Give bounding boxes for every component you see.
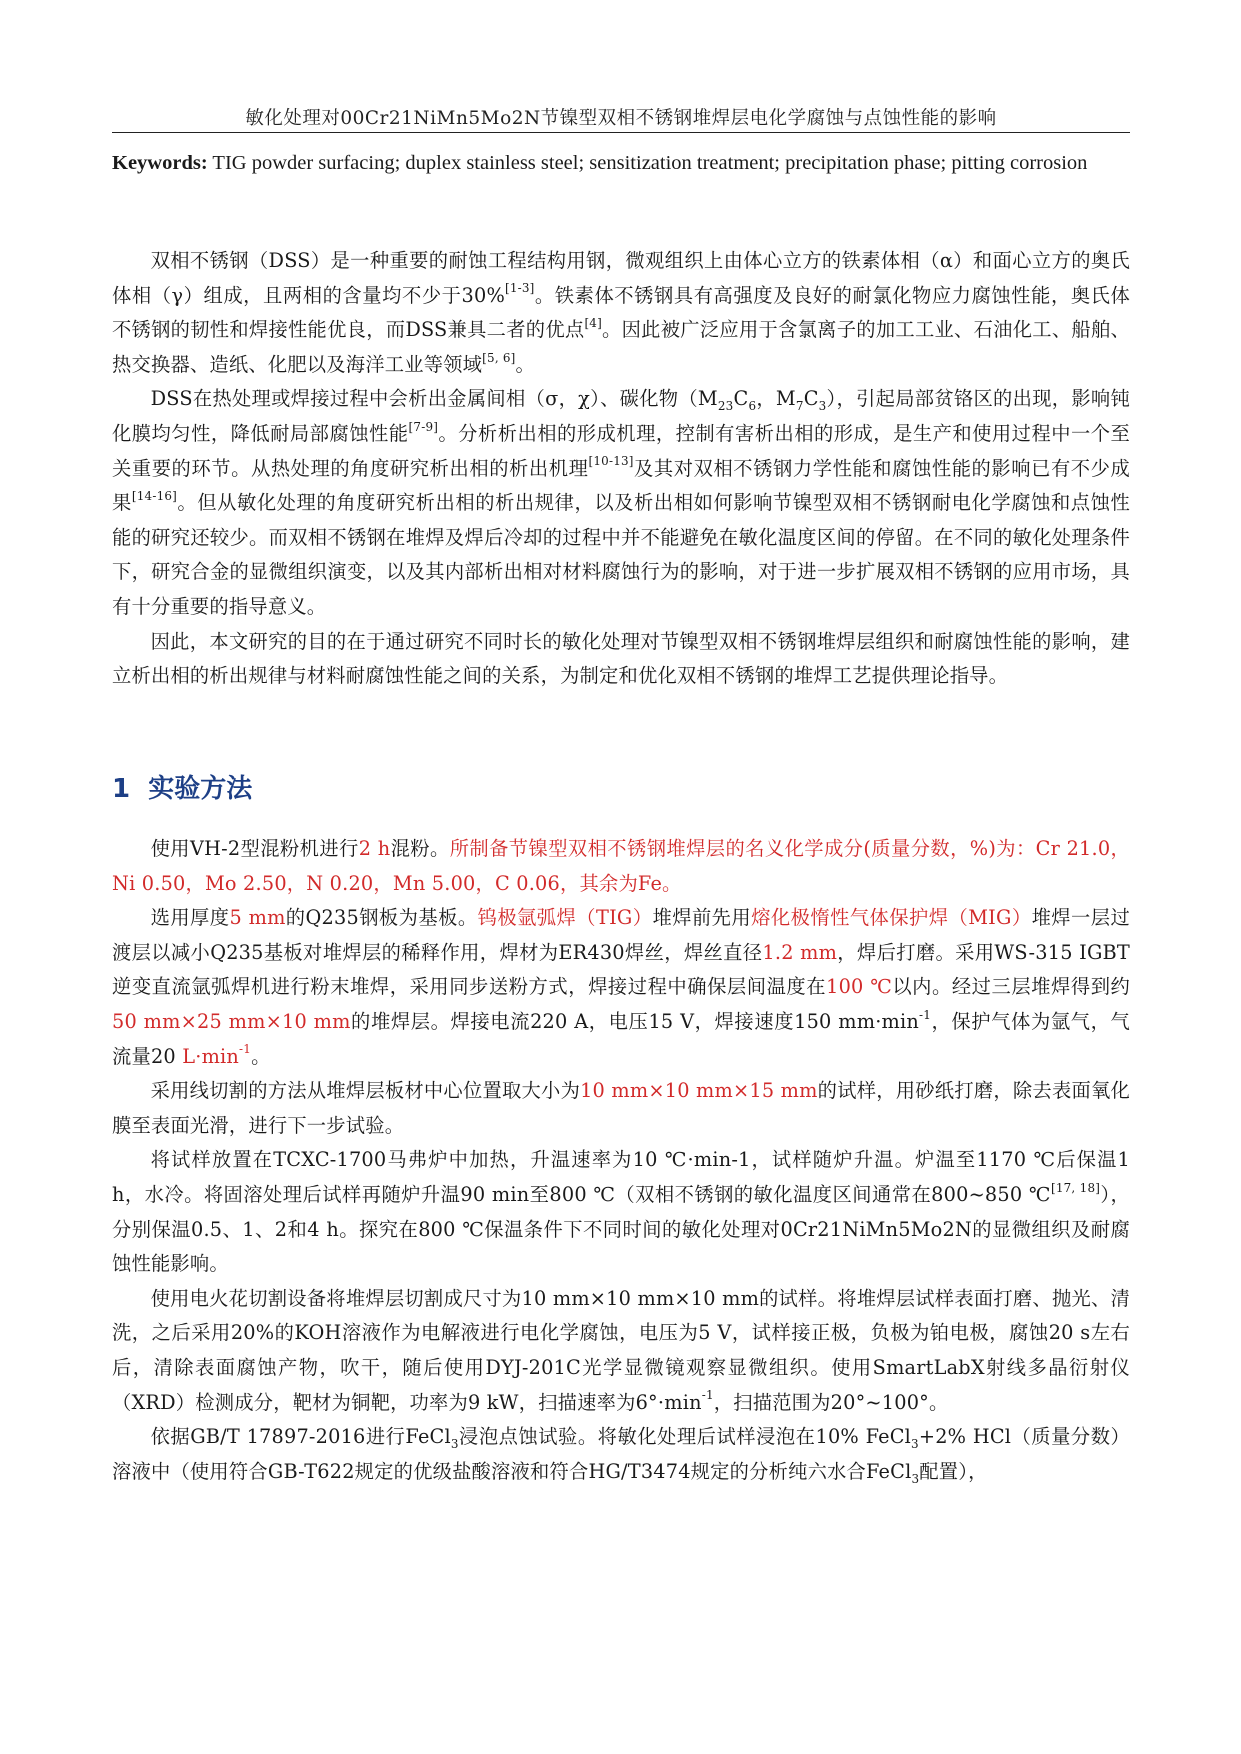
citation: [5, 6]	[482, 350, 516, 365]
method-paragraph-2: 选用厚度5 mm的Q235钢板为基板。钨极氩弧焊（TIG）堆焊前先用熔化极惰性气体保护焊（MIG）堆焊一层过渡层以减小Q235基板对堆焊层的稀释作用，焊材为ER430焊丝，焊丝直径1.2 mm，焊后打磨。采用WS-315 IGBT逆变直流氩弧焊机进行粉末堆焊，采用同步送粉方式，焊接过程中确保层间温度在100 ℃以内。经过三层堆焊得到约50 mm×25 mm×10 mm的堆焊层。焊接电流220 A，电压15 V，焊接速度150 $mm\cdot\min^{-1}$，保护气体为氩气，气流量20 $L\cdot\min^{-1}$。	[112, 906, 1131, 1068]
introduction	[112, 244, 1130, 694]
citation: [4]	[584, 315, 602, 330]
citation: [17, 18]	[1050, 1180, 1101, 1195]
method-paragraph-6: 依据GB/T 17897-2016进行FeCl$_3$浸泡点蚀试验。将敏化处理后试样浸泡在10% FeCl$_3$+2% HCl（质量分数）溶液中（使用符合GB-T622规定的优级盐酸溶液和符合HG/T3474规定的分析纯六水合FeCl$_3$配置），	[112, 1425, 1130, 1486]
method-paragraph-3: 采用线切割的方法从堆焊层板材中心位置取大小为10 mm×10 mm×15 mm的试样，用砂纸打磨，除去表面氧化膜至表面光滑，进行下一步试验。	[112, 1079, 1130, 1137]
section-title: 实验方法	[148, 774, 253, 804]
header-rule	[112, 132, 1130, 133]
citation: [10-13]	[588, 454, 634, 469]
section-number: 1	[112, 774, 131, 804]
intro-paragraph-1: 双相不锈钢（DSS）是一种重要的耐蚀工程结构用钢，微观组织上由体心立方的铁素体相（α）和面心立方的奥氏体相（γ）组成，且两相的含量均不少于30%[1-3]。铁素体不锈钢具有高强度及良好的耐氯化物应力腐蚀性能，奥氏体不锈钢的韧性和焊接性能优良，而DSS兼具二者的优点[4]。因此被广泛应用于含氯离子的加工工业、石油化工、船舶、热交换器、造纸、化肥以及海洋工业等领域[5, 6]。	[112, 249, 1130, 376]
keywords-label: Keywords:	[112, 152, 208, 174]
method-paragraph-1: 使用VH-2型混粉机进行2 h混粉。所制备节镍型双相不锈钢堆焊层的名义化学成分(质量分数，%)为：Cr 21.0，Ni 0.50，Mo 2.50，N 0.20，Mn 5.00，C 0.06，其余为Fe。	[112, 837, 1131, 895]
running-header: 敏化处理对00Cr21NiMn5Mo2N节镍型双相不锈钢堆焊层电化学腐蚀与点蚀性能的影响	[245, 108, 997, 129]
citation: [7-9]	[408, 419, 439, 434]
citation: [1-3]	[504, 281, 535, 296]
method-paragraph-5: 使用电火花切割设备将堆焊层切割成尺寸为10 mm×10 mm×10 mm的试样。将堆焊层试样表面打磨、抛光、清洗，之后采用20%的KOH溶液作为电解液进行电化学腐蚀，电压为5 V，试样接正极，负极为铂电极，腐蚀20 s左右后，清除表面腐蚀产物，吹干，随后使用DYJ-201C光学显微镜观察显微组织。使用SmartLabX射线多晶衍射仪（XRD）检测成分，靶材为铜靶，功率为9 kW，扫描速率为$6^\circ\cdot\min^{-1}$，扫描范围为20°~100°。	[112, 1286, 1130, 1414]
keywords	[112, 148, 1130, 178]
intro-paragraph-3: 因此，本文研究的目的在于通过研究不同时长的敏化处理对节镍型双相不锈钢堆焊层组织和耐腐蚀性能的影响，建立析出相的析出规律与材料耐腐蚀性能之间的关系，为制定和优化双相不锈钢的堆焊工艺提供理论指导。	[112, 629, 1130, 688]
citation: [14-16]	[131, 488, 178, 503]
method-paragraph-4: 将试样放置在TCXC-1700马弗炉中加热，升温速率为10 ℃·min-1，试样随炉升温。炉温至1170 ℃后保温1 h，水冷。将固溶处理后试样再随炉升温90 min至800 ℃（双相不锈钢的敏化温度区间通常在800~850 ℃[17, 18]），分别保温0.5、1、2和4 h。探究在800 ℃保温条件下不同时间的敏化处理对0Cr21NiMn5Mo2N的显微组织及耐腐蚀性能影响。	[112, 1148, 1130, 1276]
methods	[112, 832, 1130, 1489]
section-heading	[112, 768, 252, 805]
intro-paragraph-2: DSS在热处理或焊接过程中会析出金属间相（σ，χ）、碳化物（$M_{23}C_6$，$M_7C_3$），引起局部贫铬区的出现，影响钝化膜均匀性，降低耐局部腐蚀性能[7-9]。分析析出相的形成机理，控制有害析出相的形成，是生产和使用过程中一个至关重要的环节。从热处理的角度研究析出相的析出机理[10-13]及其对双相不锈钢力学性能和腐蚀性能的影响已有不少成果[14-16]。但从敏化处理的角度研究析出相的析出规律，以及析出相如何影响节镍型双相不锈钢耐电化学腐蚀和点蚀性能的研究还较少。而双相不锈钢在堆焊及焊后冷却的过程中并不能避免在敏化温度区间的停留。在不同的敏化处理条件下，研究合金的显微组织演变，以及其内部析出相对材料腐蚀行为的影响，对于进一步扩展双相不锈钢的应用市场，具有十分重要的指导意义。	[112, 387, 1131, 618]
keywords-text: TIG powder surfacing; duplex stainless steel; sensitization treatment; precipitation phase; pitting corrosion	[212, 152, 1088, 174]
